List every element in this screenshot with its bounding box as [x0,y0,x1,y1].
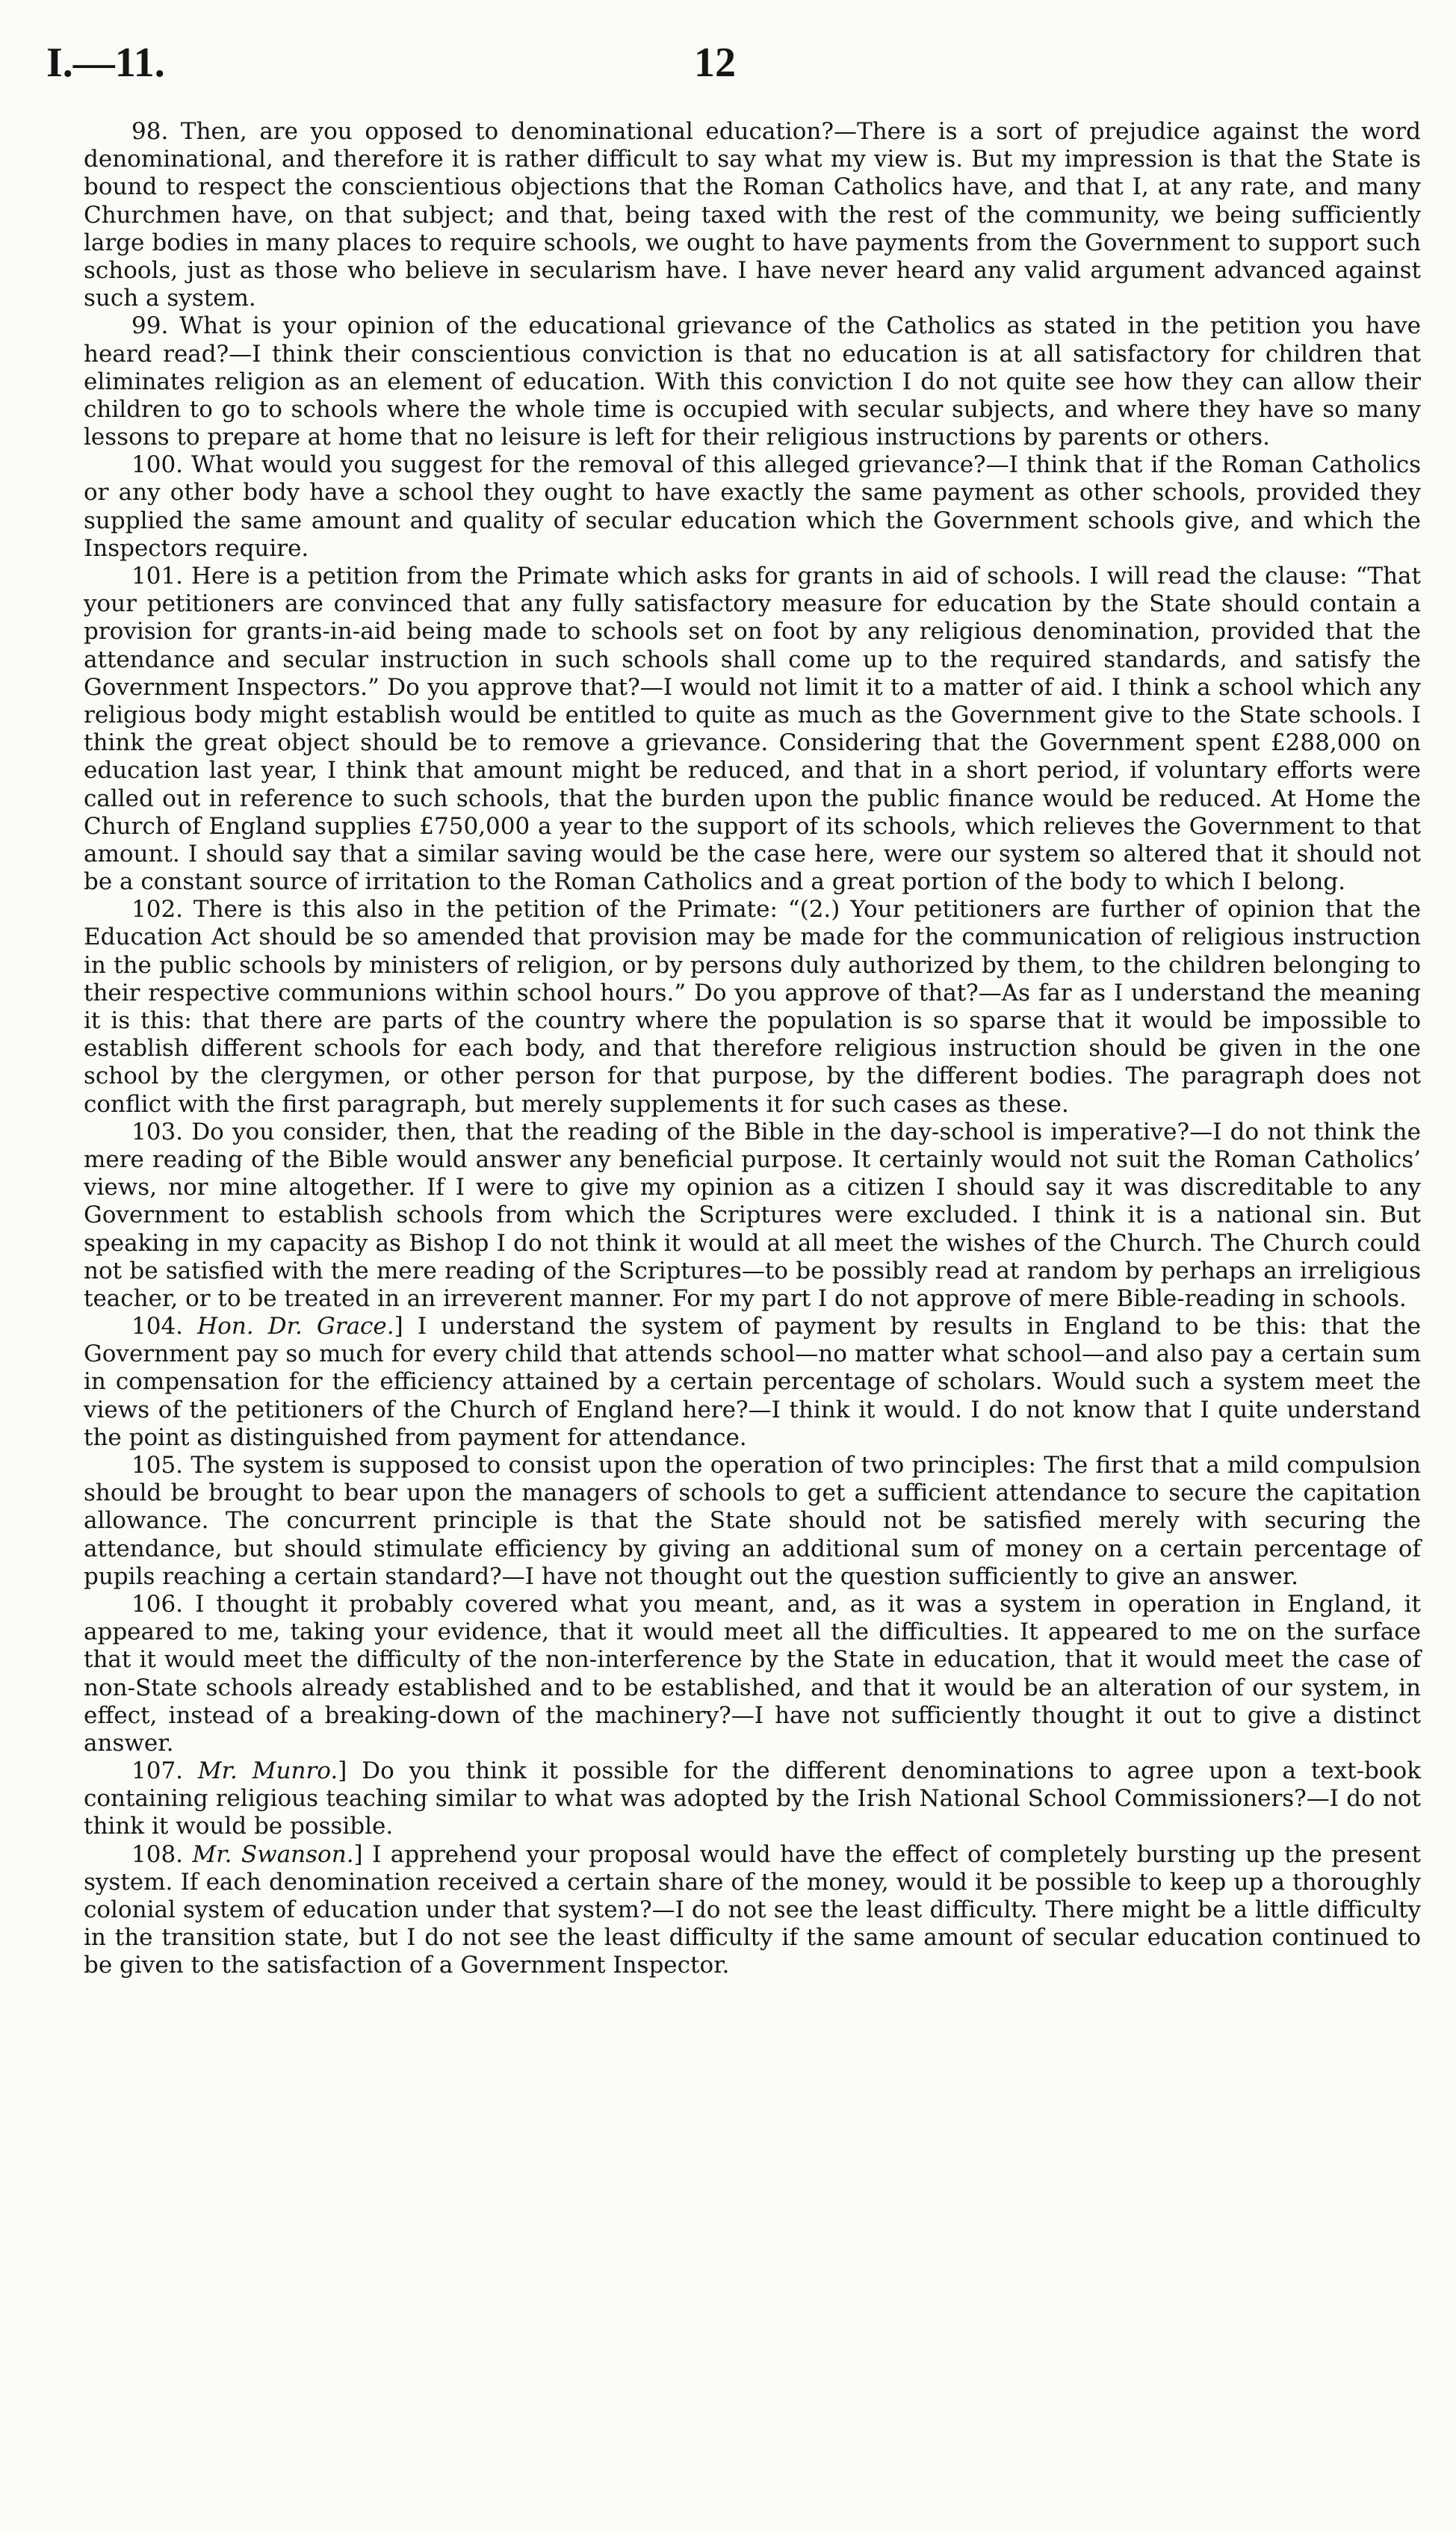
paragraph-104: 104. Hon. Dr. Grace.] I understand the system of payment by results in England to be this: that the Government pay so much for every child that attends school—no matter what school—and also pay a certain sum in compensation for the efficiency attained by a certain percentage of scholars. Would such a system meet the views of the petitioners of the Church of England here?—I think it would. I do not know that I quite understand the point as distinguished from payment for attendance. [84,1313,1421,1451]
paragraph-102: 102. There is this also in the petition of the Primate: “(2.) Your petitioners are further of opinion that the Education Act should be so amended that provision may be made for the communication of religious instruction in the public schools by ministers of religion, or by persons duly authorized by them, to the children belonging to their respective communions within school hours.” Do you approve of that?—As far as I understand the meaning it is this: that there are parts of the country where the population is so sparse that it would be impossible to establish different schools for each body, and that therefore religious instruction should be given in the one school by the clergymen, or other person for that purpose, by the different bodies. The paragraph does not conflict with the first paragraph, but merely supplements it for such cases as these. [84,896,1421,1118]
speaker-name: Hon. Dr. Grace. [197,1313,394,1340]
paragraph-108: 108. Mr. Swanson.] I apprehend your proposal would have the effect of completely bursting up the present system. If each denomination received a certain share of the money, would it be possible to keep up a thoroughly colonial system of education under that system?—I do not see the least difficulty. There might be a little difficulty in the transition state, but I do not see the least difficulty if the same amount of secular education continued to be given to the satisfaction of a Government Inspector. [84,1840,1422,1979]
speaker-name: Mr. Munro. [197,1757,338,1785]
paragraph-105: 105. The system is supposed to consist upon the operation of two principles: The first that a mild compulsion should be brought to bear upon the managers of schools to get a sufficient attendance to secure the capitation allowance. The concurrent principle is that the State should not be satisfied merely with securing the attendance, but should stimulate efficiency by giving an additional sum of money on a certain percentage of pupils reaching a certain standard?—I have not thought out the question sufficiently to give an answer. [84,1452,1421,1590]
paragraph-number: 104. [131,1313,184,1340]
page-body [84,118,1421,1980]
paragraph-107: 107. Mr. Munro.] Do you think it possible for the different denominations to agree upon a text-book containing religious teaching similar to what was adopted by the Irish National School Commissioners?—I do not think it would be possible. [84,1757,1422,1840]
paragraph-number: 107. [131,1757,184,1785]
paragraph-106: 106. I thought it probably covered what you meant, and, as it was a system in operation in England, it appeared to me, taking your evidence, that it would meet all the difficulties. It appeared to me on the surface that it would meet the difficulty of the non-interference by the State in education, that it would meet the case of non-State schools already established and to be established, and that it would be an alteration of our system, in effect, instead of a breaking-down of the machinery?—I have not sufficiently thought it out to give a distinct answer. [84,1590,1421,1757]
paragraph-number: 108. [131,1840,184,1868]
paragraph-103: 103. Do you consider, then, that the reading of the Bible in the day-school is imperative?—I do not think the mere reading of the Bible would answer any beneficial purpose. It certainly would not suit the Roman Catholics’ views, nor mine altogether. If I were to give my opinion as a citizen I should say it was discreditable to any Government to establish schools from which the Scriptures were excluded. I think it is a national sin. But speaking in my capacity as Bishop I do not think it would at all meet the wishes of the Church. The Church could not be satisfied with the mere reading of the Scriptures—to be possibly read at random by perhaps an irreligious teacher, or to be treated in an irreverent manner. For my part I do not approve of mere Bible-reading in schools. [84,1118,1421,1312]
paper-reference: I.—11. [46,40,165,86]
speaker-name: Mr. Swanson. [192,1840,354,1868]
page-number: 12 [694,40,736,86]
paragraph-98: 98. Then, are you opposed to denominational education?—There is a sort of prejudice against the word denominational, and therefore it is rather difficult to say what my view is. But my impression is that the State is bound to respect the conscientious objections that the Roman Catholics have, and that I, at any rate, and many Churchmen have, on that subject; and that, being taxed with the rest of the community, we being sufficiently large bodies in many places to require schools, we ought to have payments from the Government to support such schools, just as those who believe in secularism have. I have never heard any valid argument advanced against such a system. [84,118,1421,312]
paragraph-100: 100. What would you suggest for the removal of this alleged grievance?—I think that if the Roman Catholics or any other body have a school they ought to have exactly the same payment as other schools, provided they supplied the same amount and quality of secular education which the Government schools give, and which the Inspectors require. [84,451,1421,562]
page-header [46,39,1384,91]
paragraph-99: 99. What is your opinion of the educational grievance of the Catholics as stated in the petition you have heard read?—I think their conscientious conviction is that no education is at all satisfactory for children that eliminates religion as an element of education. With this conviction I do not quite see how they can allow their children to go to schools where the whole time is occupied with secular subjects, and where they have so many lessons to prepare at home that no leisure is left for their religious instructions by parents or others. [84,312,1421,451]
paragraph-101: 101. Here is a petition from the Primate which asks for grants in aid of schools. I will read the clause: “That your petitioners are convinced that any fully satisfactory measure for education by the State should contain a provision for grants-in-aid being made to schools set on foot by any religious denomination, provided that the attendance and secular instruction in such schools shall come up to the required standards, and satisfy the Government Inspectors.” Do you approve that?—I would not limit it to a matter of aid. I think a school which any religious body might establish would be entitled to quite as much as the Government give to the State schools. I think the great object should be to remove a grievance. Considering that the Government spent £288,000 on education last year, I think that amount might be reduced, and that in a short period, if voluntary efforts were called out in reference to such schools, that the burden upon the public finance would be reduced. At Home the Church of England supplies £750,000 a year to the support of its schools, which relieves the Government to that amount. I should say that a similar saving would be the case here, were our system so altered that it should not be a constant source of irritation to the Roman Catholics and a great portion of the body to which I belong. [84,563,1421,896]
